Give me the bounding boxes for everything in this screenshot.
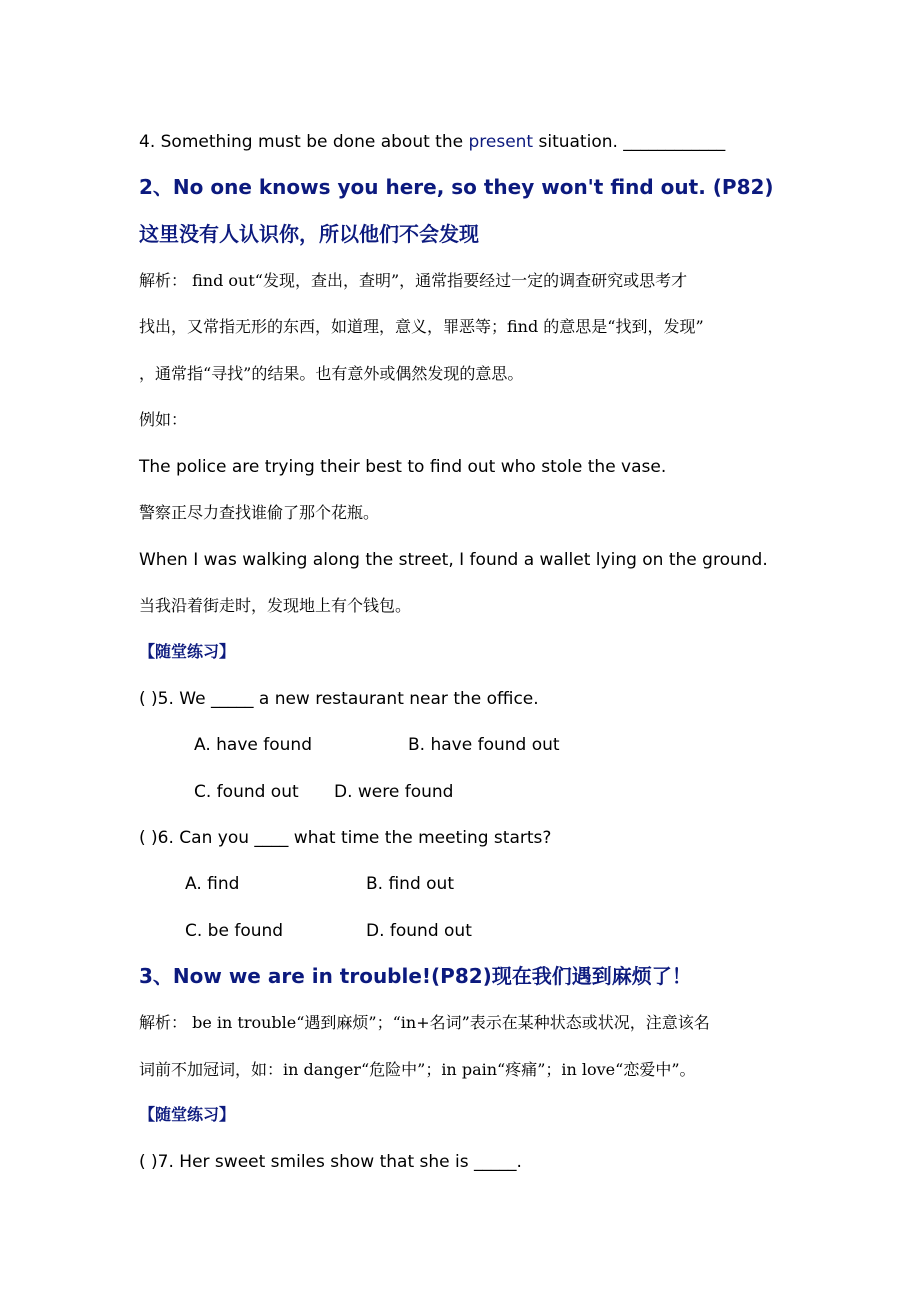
example-label: 例如： — [139, 410, 188, 429]
question-5-option-b: B. have found out — [408, 735, 560, 755]
section-3-analysis-line-2: 词前不加冠词，如：in danger“危险中”；in pain“疼痛”；in love“恋爱中”。 — [139, 1060, 696, 1079]
question-7-stem: ( )7. Her sweet smiles show that she is _____. — [139, 1152, 522, 1172]
item-4-prefix: 4. Something must be done about the — [139, 132, 469, 152]
section-2-title: 2、No one knows you here, so they won't find out. (P82) — [139, 175, 774, 199]
question-6-option-a: A. find — [185, 874, 240, 894]
practice-label-2: 【随堂练习】 — [139, 1105, 236, 1124]
section-3-title: 3、Now we are in trouble!(P82)现在我们遇到麻烦了！ — [139, 964, 692, 988]
question-5-option-a: A. have found — [194, 735, 312, 755]
question-6-stem: ( )6. Can you ____ what time the meeting starts? — [139, 828, 552, 848]
question-5-option-d: D. were found — [334, 782, 454, 802]
section-2-analysis-line-2: 找出，又常指无形的东西，如道理，意义，罪恶等；find 的意思是“找到，发现” — [139, 317, 704, 336]
practice-label-1: 【随堂练习】 — [139, 642, 236, 661]
section-2-analysis-line-1: 解析： find out“发现，查出，查明”，通常指要经过一定的调查研究或思考才 — [139, 271, 688, 290]
example-2-en: When I was walking along the street, I found a wallet lying on the ground. — [139, 550, 768, 570]
example-1-cn: 警察正尽力查找谁偷了那个花瓶。 — [139, 503, 380, 522]
question-5-option-c: C. found out — [194, 782, 299, 802]
section-2-subtitle: 这里没有人认识你，所以他们不会发现 — [139, 222, 479, 246]
question-6-option-c: C. be found — [185, 921, 284, 941]
example-1-en: The police are trying their best to find out who stole the vase. — [139, 457, 667, 477]
item-4-highlight: present — [468, 132, 534, 152]
item-4-line — [139, 130, 725, 154]
question-6-option-b: B. find out — [366, 874, 454, 894]
question-5-stem: ( )5. We _____ a new restaurant near the office. — [139, 689, 539, 709]
item-4-suffix: situation. ____________ — [533, 132, 726, 152]
question-6-option-d: D. found out — [366, 921, 472, 941]
section-3-analysis-line-1: 解析： be in trouble“遇到麻烦”；“in+名词”表示在某种状态或状况，注意该名 — [139, 1013, 710, 1032]
section-2-analysis-line-3: ，通常指“寻找”的结果。也有意外或偶然发现的意思。 — [139, 364, 524, 383]
example-2-cn: 当我沿着街走时，发现地上有个钱包。 — [139, 596, 412, 615]
